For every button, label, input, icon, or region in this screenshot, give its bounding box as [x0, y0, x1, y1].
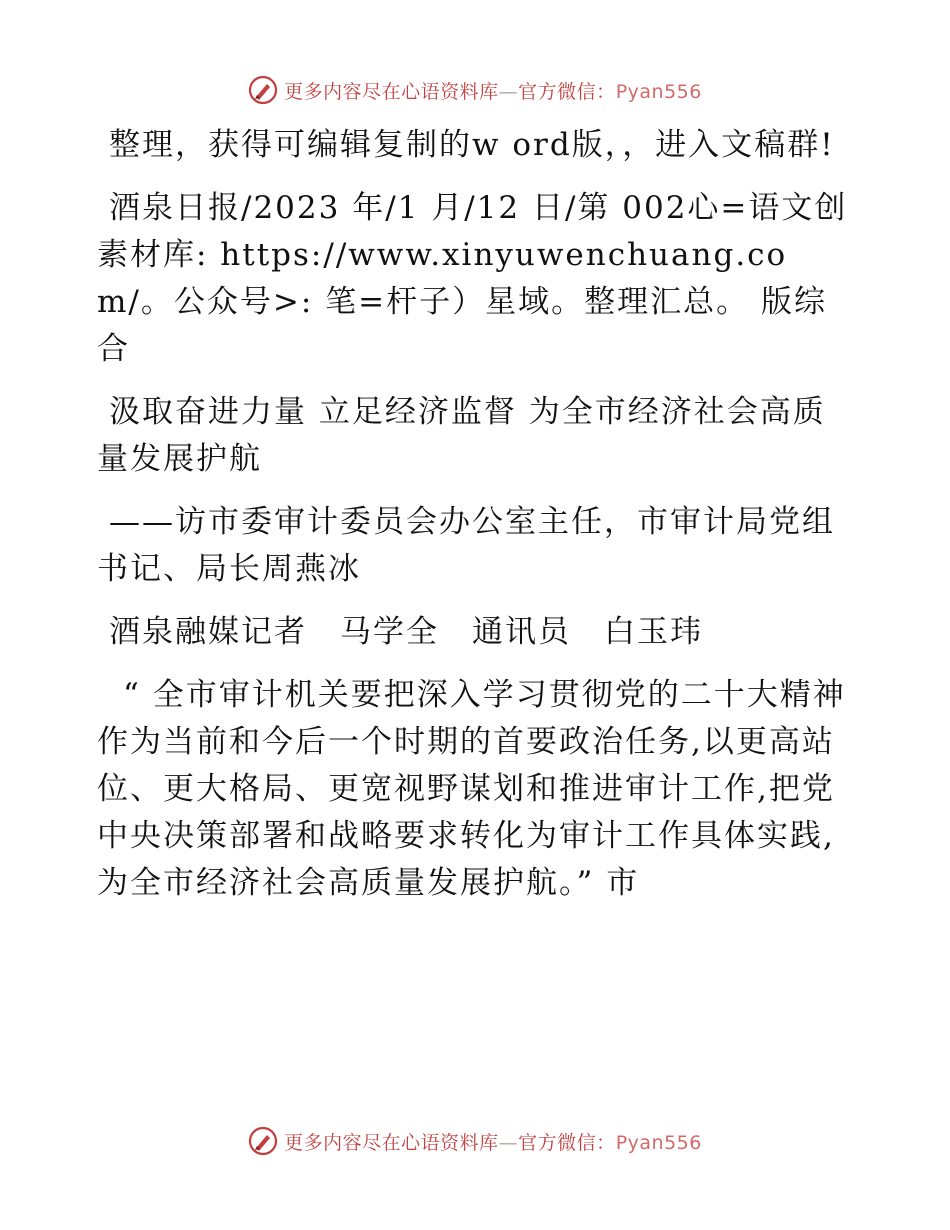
footer-watermark — [0, 1121, 950, 1161]
body-paragraph: “ 全市审计机关要把深入学习贯彻党的二十大精神作为当前和今后一个时期的首要政治任务,以更高站位、更大格局、更宽视野谋划和推进审计工作,把党中央决策部署和战略要求转化为审计工作具体实践,为全市经济社会高质量发展护航。” 市 — [97, 677, 846, 901]
article-subtitle: ——访市委审计委员会办公室主任，市审计局党组书记、局长周燕冰 — [97, 504, 835, 587]
watermark-text — [284, 1128, 702, 1155]
article-title: 汲取奋进力量 立足经济监督 为全市经济社会高质量发展护航 — [97, 394, 826, 477]
header-watermark — [0, 70, 950, 110]
byline: 酒泉融媒记者 马学全 通讯员 白玉玮 — [109, 614, 703, 650]
watermark-account: Pyan556 — [615, 1131, 702, 1154]
watermark-label: 官方微信： — [518, 1131, 616, 1154]
document-body — [97, 122, 849, 923]
pen-logo-icon — [248, 75, 278, 105]
watermark-main: 更多内容尽在心语资料库 — [284, 80, 499, 103]
watermark-main: 更多内容尽在心语资料库 — [284, 1131, 499, 1154]
watermark-dash: — — [498, 1131, 519, 1154]
intro-paragraph: 整理，获得可编辑复制的w ord版，，进入文稿群! — [109, 127, 835, 163]
watermark-label: 官方微信： — [518, 80, 616, 103]
pen-logo-icon — [248, 1126, 278, 1156]
source-paragraph: 酒泉日报/2023 年/1 月/12 日/第 002心=语文创素材库: https://www.xinyuwenchuang.com/。公众号>: 笔=杆子）星域。整理汇总。 版综合 — [97, 190, 848, 367]
watermark-dash: — — [498, 80, 519, 103]
watermark-text — [284, 77, 702, 104]
watermark-account: Pyan556 — [615, 80, 702, 103]
